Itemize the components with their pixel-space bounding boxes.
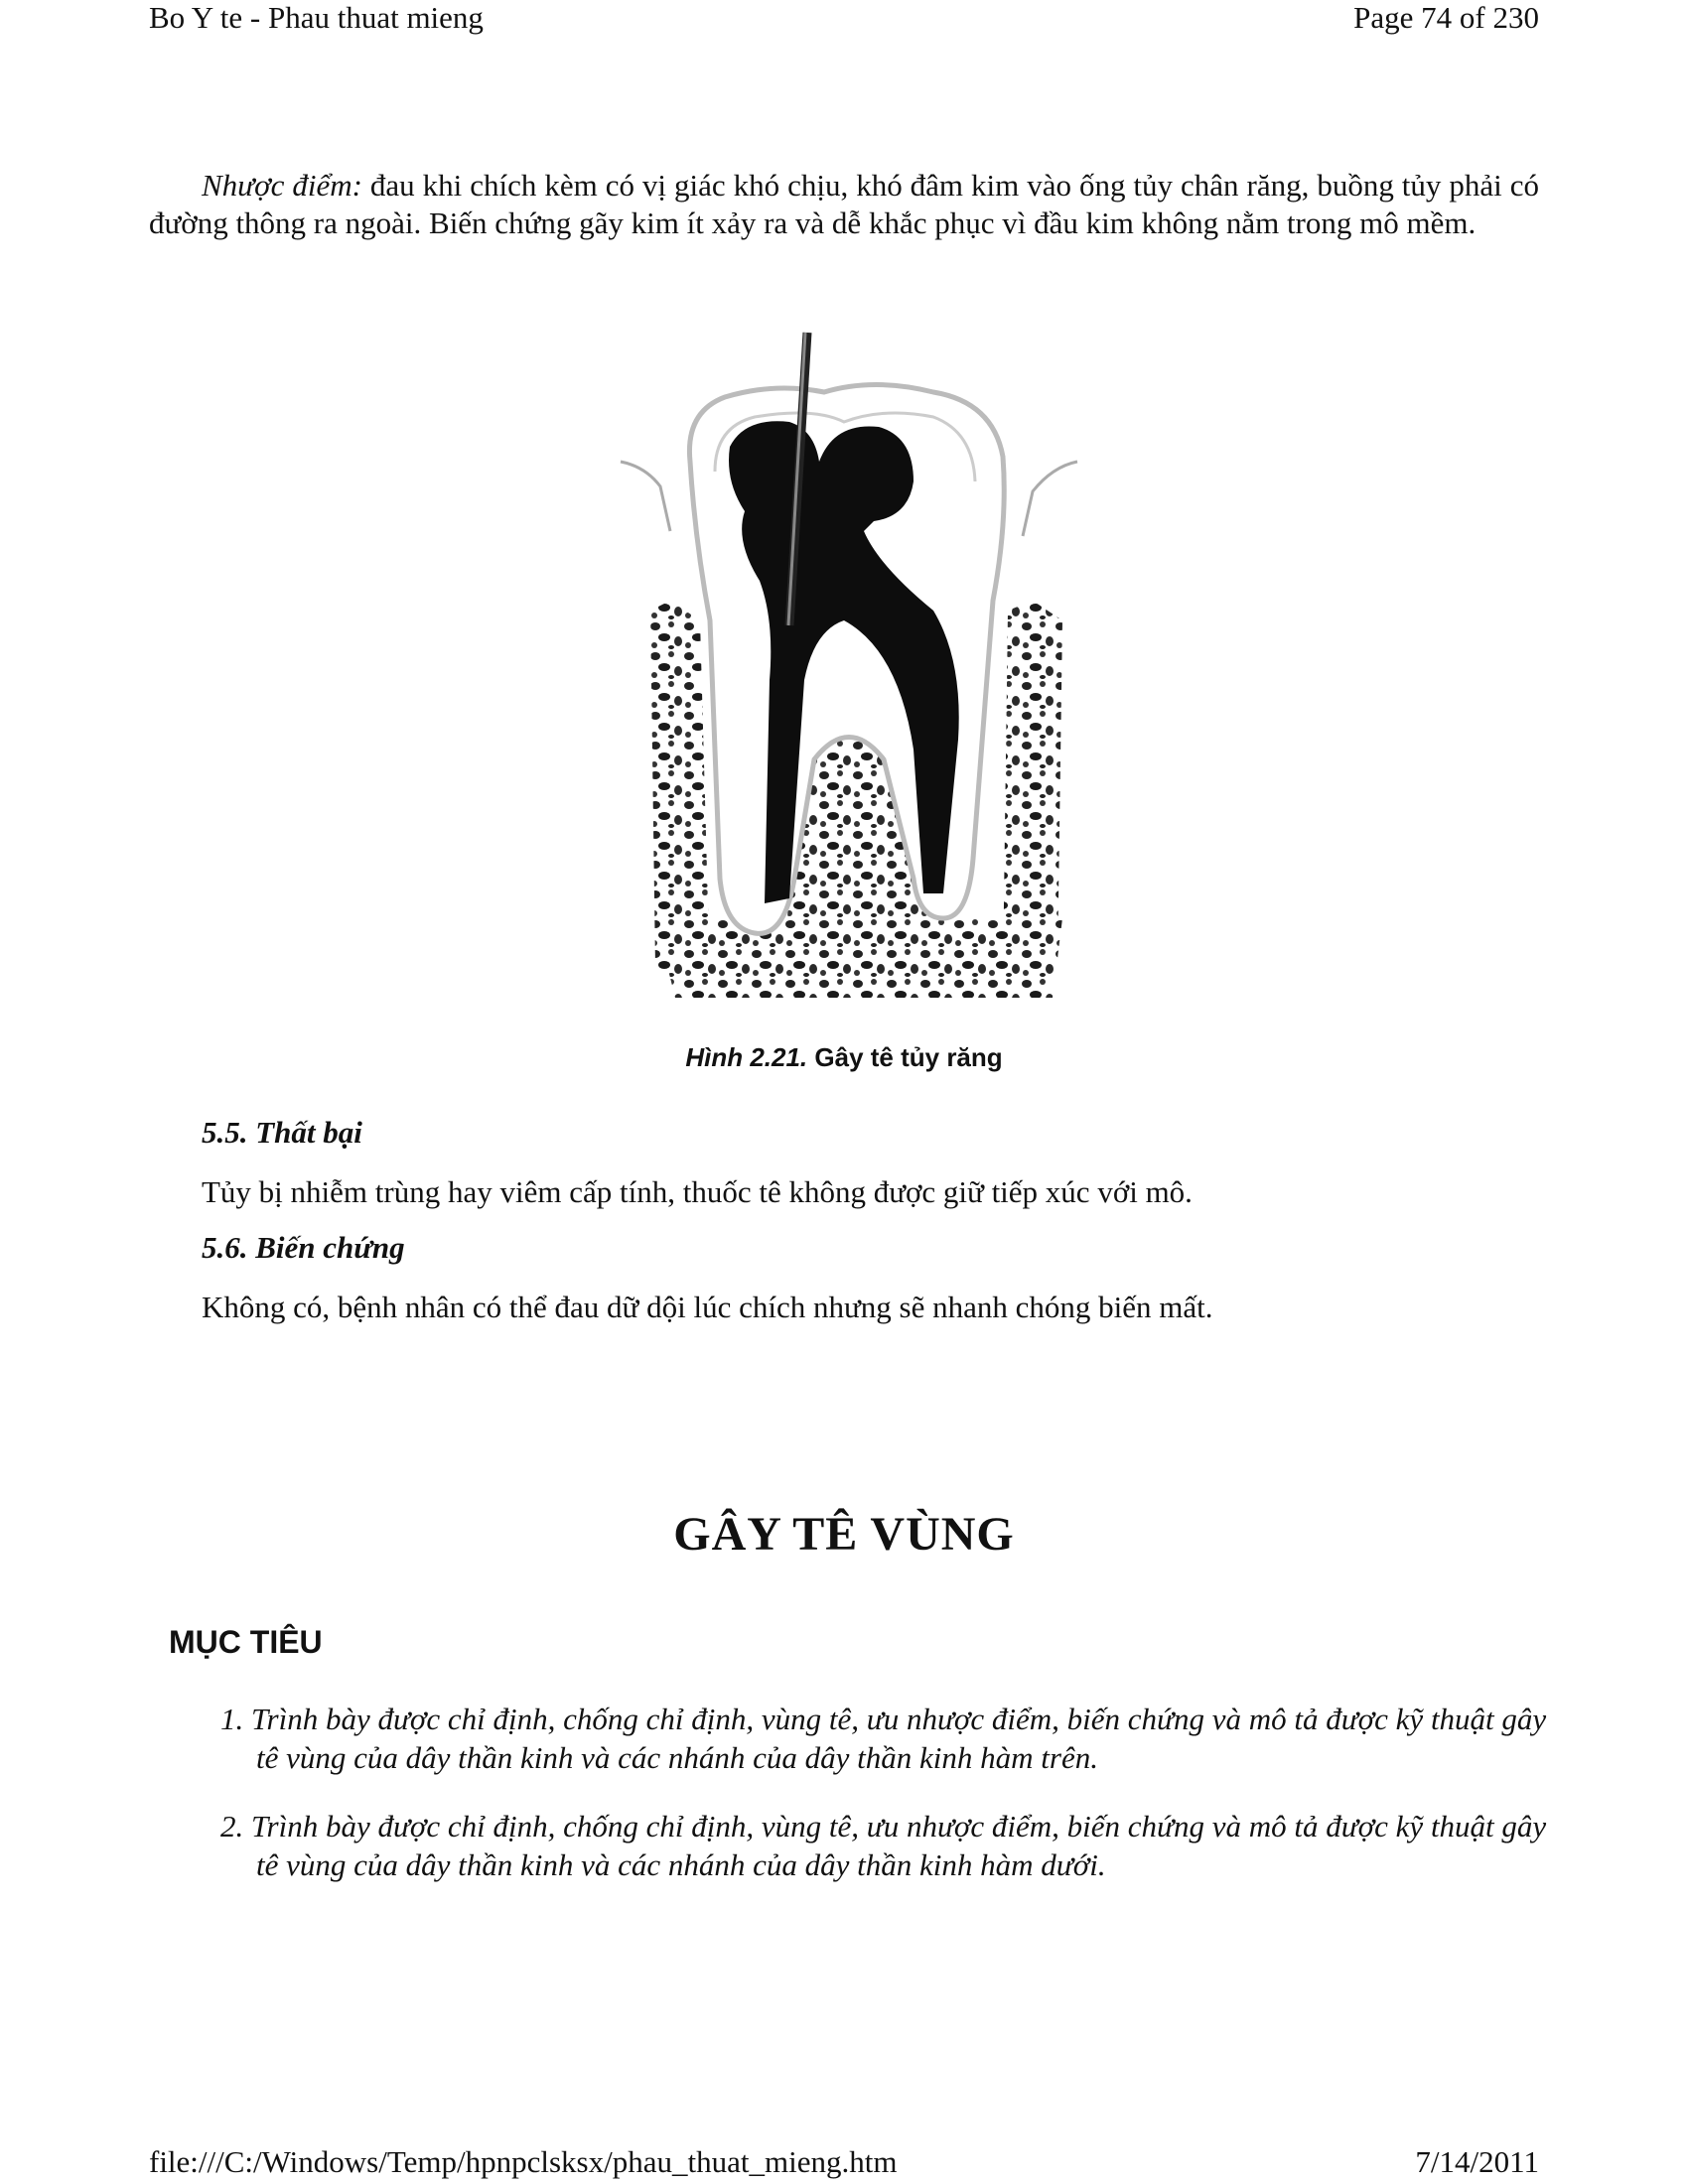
caption-label: Hình 2.21. <box>685 1042 808 1072</box>
header-page-number: Page 74 of 230 <box>1353 0 1539 35</box>
objective-item-2: 2. Trình bày được chỉ định, chống chỉ định, vùng tê, ưu nhược điểm, biến chứng và mô tả được kỹ thuật gây tê vùng của dây thần kinh và các nhánh của dây thần kinh hàm dưới. <box>220 1809 1547 1882</box>
section-5-5-heading: 5.5. Thất bại <box>202 1115 362 1150</box>
page-header <box>149 0 1539 36</box>
footer-file-path: file:///C:/Windows/Temp/hpnpclsksx/phau_thuat_mieng.htm <box>149 2144 898 2179</box>
objectives-heading: MỤC TIÊU <box>169 1624 323 1660</box>
page-footer <box>149 2144 1539 2180</box>
chapter-title: GÂY TÊ VÙNG <box>673 1508 1015 1561</box>
tooth-pulp-anesthesia-figure <box>616 323 1082 1003</box>
intro-text: đau khi chích kèm có vị giác khó chịu, khó đâm kim vào ống tủy chân răng, buồng tủy phải có đường thông ra ngoài. Biến chứng gãy kim ít xảy ra và dễ khắc phục vì đầu kim không nằm trong mô mềm. <box>149 168 1539 240</box>
section-5-6-text: Không có, bệnh nhân có thể đau dữ dội lúc chích nhưng sẽ nhanh chóng biến mất. <box>202 1290 1213 1324</box>
section-5-5-text: Tủy bị nhiễm trùng hay viêm cấp tính, thuốc tê không được giữ tiếp xúc với mô. <box>202 1174 1193 1209</box>
figure-caption <box>0 1042 1688 1073</box>
caption-text: Gây tê tủy răng <box>807 1042 1003 1072</box>
intro-label: Nhược điểm: <box>202 168 362 203</box>
header-title: Bo Y te - Phau thuat mieng <box>149 0 484 35</box>
objective-item-1: 1. Trình bày được chỉ định, chống chỉ định, vùng tê, ưu nhược điểm, biến chứng và mô tả được kỹ thuật gây tê vùng của dây thần kinh và các nhánh của dây thần kinh hàm trên. <box>220 1702 1547 1775</box>
footer-date: 7/14/2011 <box>1415 2144 1539 2179</box>
section-5-6-heading: 5.6. Biến chứng <box>202 1230 405 1265</box>
intro-paragraph <box>149 167 1539 242</box>
tooth-illustration <box>616 323 1082 1003</box>
